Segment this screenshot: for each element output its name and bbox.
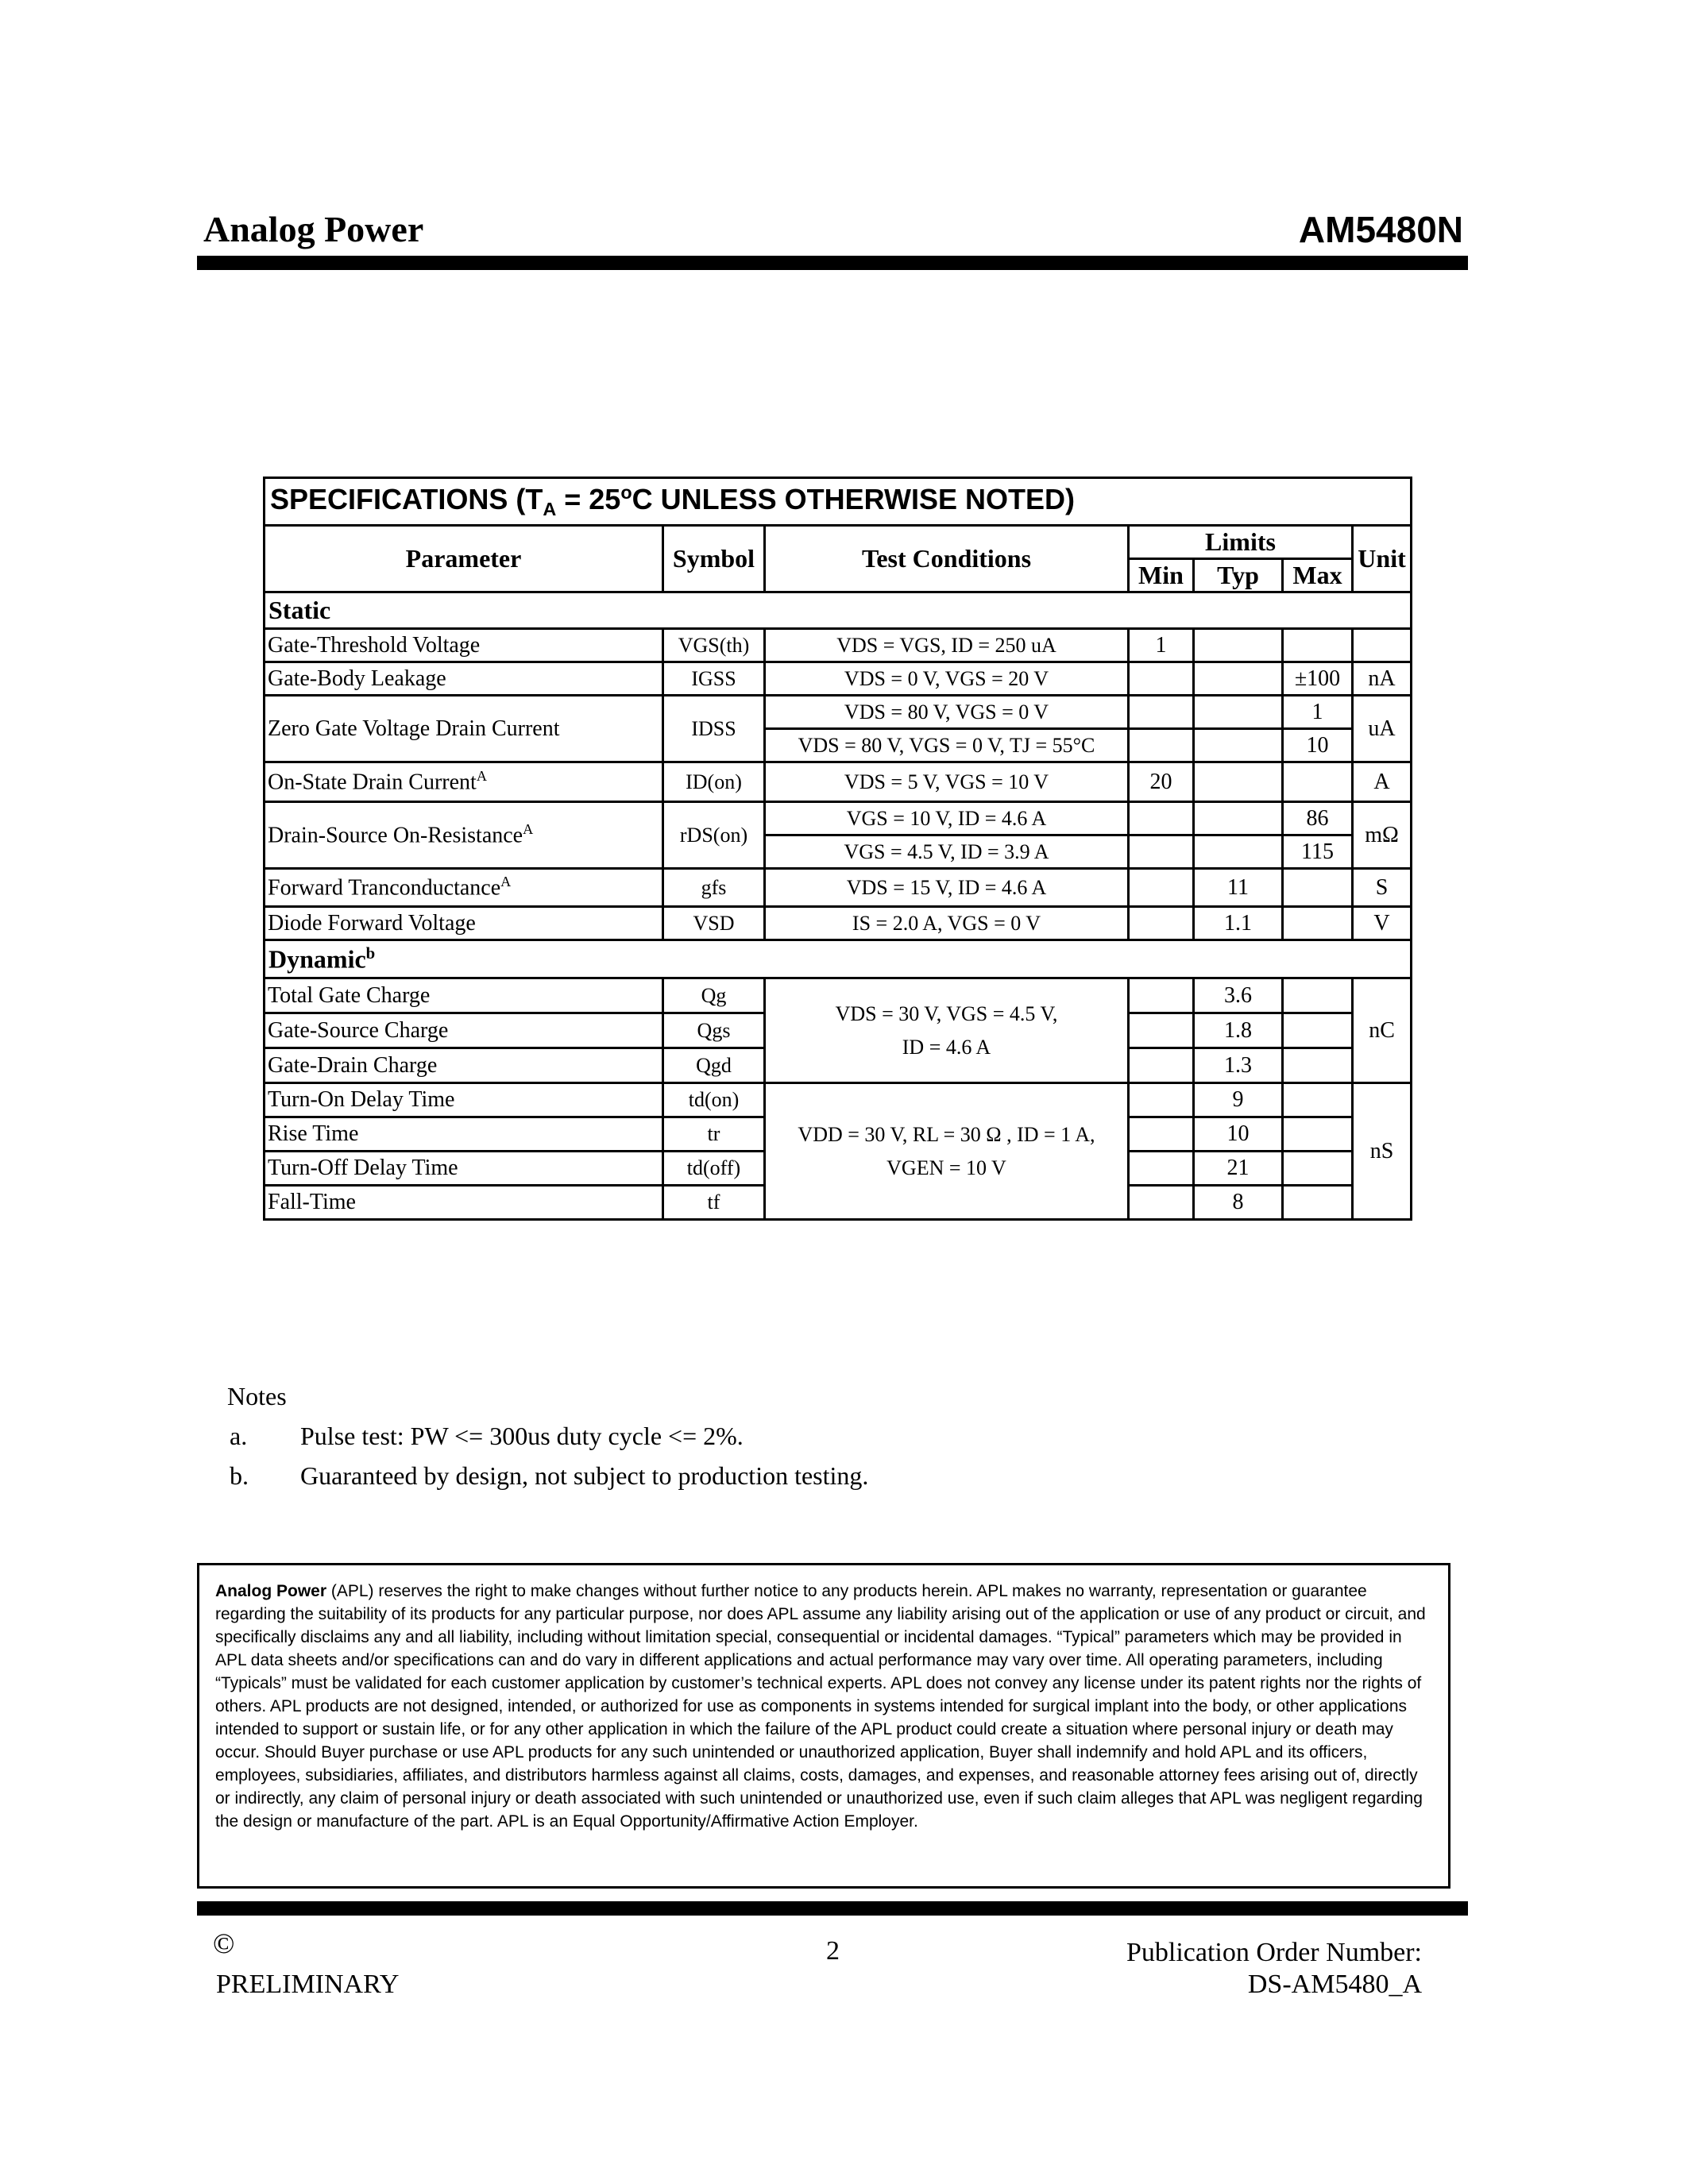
disclaimer-lead: Analog Power [215,1582,327,1600]
col-max: Max [1283,559,1353,592]
copyright-icon: © [213,1927,235,1959]
max-cell: ±100 [1283,662,1353,696]
param-cell: Rise Time [265,1117,663,1152]
notes-title: Notes [227,1382,287,1410]
unit-cell: nA [1353,662,1412,696]
param-cell: Fall-Time [265,1186,663,1220]
unit-cell: mΩ [1353,802,1412,869]
param-cell: On-State Drain Current$^A$ [265,762,663,802]
unit-cell: nC [1353,978,1412,1083]
condition-cell: VGS = 4.5 V, ID = 3.9 A [765,835,1129,869]
table-row [265,696,1412,729]
symbol-cell: ID(on) [663,762,765,802]
typ-cell: 8 [1194,1186,1283,1220]
param-cell: Drain-Source On-Resistance$^A$ [265,802,663,869]
note-b-text: Guaranteed by design, not subject to production testing. [300,1461,869,1490]
param-cell: Zero Gate Voltage Drain Current [265,696,663,762]
col-min: Min [1129,559,1194,592]
symbol-cell: IDSS [663,696,765,762]
param-cell: Forward Tranconductance$^A$ [265,869,663,907]
unit-cell: nS [1353,1083,1412,1220]
symbol-cell: IGSS [663,662,765,696]
condition-cell: VDS = 5 V, VGS = 10 V [765,762,1129,802]
typ-cell: 11 [1194,869,1283,907]
param-cell: Gate-Body Leakage [265,662,663,696]
table-row [265,907,1412,940]
footnote-ref: A [476,768,487,785]
col-unit: Unit [1353,526,1412,592]
section-static: Static [265,592,1412,629]
footnote-ref: b [365,943,376,963]
symbol-cell: Qgd [663,1048,765,1083]
symbol-cell: Qgs [663,1013,765,1048]
condition-cell: VDS = 0 V, VGS = 20 V [765,662,1129,696]
unit-cell: V [1353,907,1412,940]
condition-cell: VDS = 80 V, VGS = 0 V [765,696,1129,729]
col-typ: Typ [1194,559,1283,592]
page-number: 2 [826,1936,840,1966]
typ-cell: 21 [1194,1152,1283,1186]
symbol-cell: VSD [663,907,765,940]
typ-cell: 10 [1194,1117,1283,1152]
footer-rule [197,1901,1468,1916]
preliminary-label: PRELIMINARY [216,1970,400,1999]
typ-cell: 1.3 [1194,1048,1283,1083]
max-cell: 10 [1283,729,1353,762]
param-cell: Total Gate Charge [265,978,663,1013]
note-a-letter: a. [230,1422,248,1450]
table-row [265,802,1412,835]
table-row [265,762,1412,802]
disclaimer-box [197,1563,1450,1889]
condition-cell: VDS = 15 V, ID = 4.6 A [765,869,1129,907]
footnote-ref: A [523,821,534,838]
note-a-text: Pulse test: PW <= 300us duty cycle <= 2%. [300,1422,744,1450]
table-row [265,662,1412,696]
max-cell: 86 [1283,802,1353,835]
gate-charge-conditions: VDS = 30 V, VGS = 4.5 V, ID = 4.6 A [765,978,1129,1083]
typ-cell: 3.6 [1194,978,1283,1013]
symbol-cell: rDS(on) [663,802,765,869]
header-rule [197,256,1468,270]
typ-cell: 1.8 [1194,1013,1283,1048]
param-cell: Turn-On Delay Time [265,1083,663,1117]
symbol-cell: tf [663,1186,765,1220]
table-row [265,869,1412,907]
col-limits: Limits [1129,526,1353,559]
symbol-cell: Qg [663,978,765,1013]
col-parameter: Parameter [265,526,663,592]
param-cell: Gate-Threshold Voltage [265,629,663,662]
company-name: Analog Power [203,209,424,249]
symbol-cell: td(on) [663,1083,765,1117]
min-cell: 1 [1129,629,1194,662]
typ-cell: 9 [1194,1083,1283,1117]
unit-cell: S [1353,869,1412,907]
unit-cell: uA [1353,696,1412,762]
table-row [265,978,1412,1013]
condition-cell: VDS = VGS, ID = 250 uA [765,629,1129,662]
unit-cell: A [1353,762,1412,802]
max-cell: 1 [1283,696,1353,729]
param-cell: Turn-Off Delay Time [265,1152,663,1186]
condition-cell: VDS = 80 V, VGS = 0 V, TJ = 55°C [765,729,1129,762]
section-dynamic: Dynamic$^b$ [265,940,1412,978]
param-cell: Diode Forward Voltage [265,907,663,940]
symbol-cell: gfs [663,869,765,907]
col-symbol: Symbol [663,526,765,592]
disclaimer-body: (APL) reserves the right to make changes without further notice to any products herein. APL makes no warranty, representation or guarantee regarding the suitability of its products for any particular purpose, nor does APL assume any liability arising out of the application or use of any product or circuit, and specifically disclaims any and all liability, including without limitation special, consequential or incidental damages. “Typical” parameters which may be provided in APL data sheets and/or specifications can and do vary in different applications and actual performance may vary over time. All operating parameters, including “Typicals” must be validated for each customer application by customer’s technical experts. APL does not convey any license under its patent rights nor the rights of others. APL products are not designed, intended, or authorized for use as components in systems intended for surgical implant into the body, or other applications intended to support or sustain life, or for any other application in which the failure of the APL product could create a situation where personal injury or death may occur. Should Buyer purchase or use APL products for any such unintended or unauthorized application, Buyer shall indemnify and hold APL and its officers, employees, subsidiaries, affiliates, and distributors harmless against all claims, costs, damages, and expenses, and reasonable attorney fees arising out of, directly or indirectly, any claim of personal injury or death associated with such unintended or unauthorized use, even if such claim alleges that APL was negligent regarding the design or manufacture of the part. APL is an Equal Opportunity/Affirmative Action Employer. [215,1582,1426,1831]
max-cell: 115 [1283,835,1353,869]
param-cell: Gate-Source Charge [265,1013,663,1048]
symbol-cell: td(off) [663,1152,765,1186]
condition-cell: IS = 2.0 A, VGS = 0 V [765,907,1129,940]
publication-number: DS-AM5480_A [1247,1970,1422,1999]
col-conditions: Test Conditions [765,526,1129,592]
note-b-letter: b. [230,1461,249,1490]
typ-cell: 1.1 [1194,907,1283,940]
specifications-table [263,477,1412,1221]
table-row [265,629,1412,662]
condition-cell: VGS = 10 V, ID = 4.6 A [765,802,1129,835]
param-cell: Gate-Drain Charge [265,1048,663,1083]
symbol-cell: VGS(th) [663,629,765,662]
switching-conditions: VDD = 30 V, RL = 30 Ω , ID = 1 A, VGEN = 10 V [765,1083,1129,1220]
spec-title: SPECIFICATIONS ($T_A = 25^oC$ UNLESS OTHERWISE NOTED) [265,478,1412,526]
min-cell: 20 [1129,762,1194,802]
table-row [265,1083,1412,1117]
symbol-cell: tr [663,1117,765,1152]
part-number: AM5480N [1298,209,1463,250]
footnote-ref: A [500,874,512,890]
publication-label: Publication Order Number: [1126,1938,1422,1967]
